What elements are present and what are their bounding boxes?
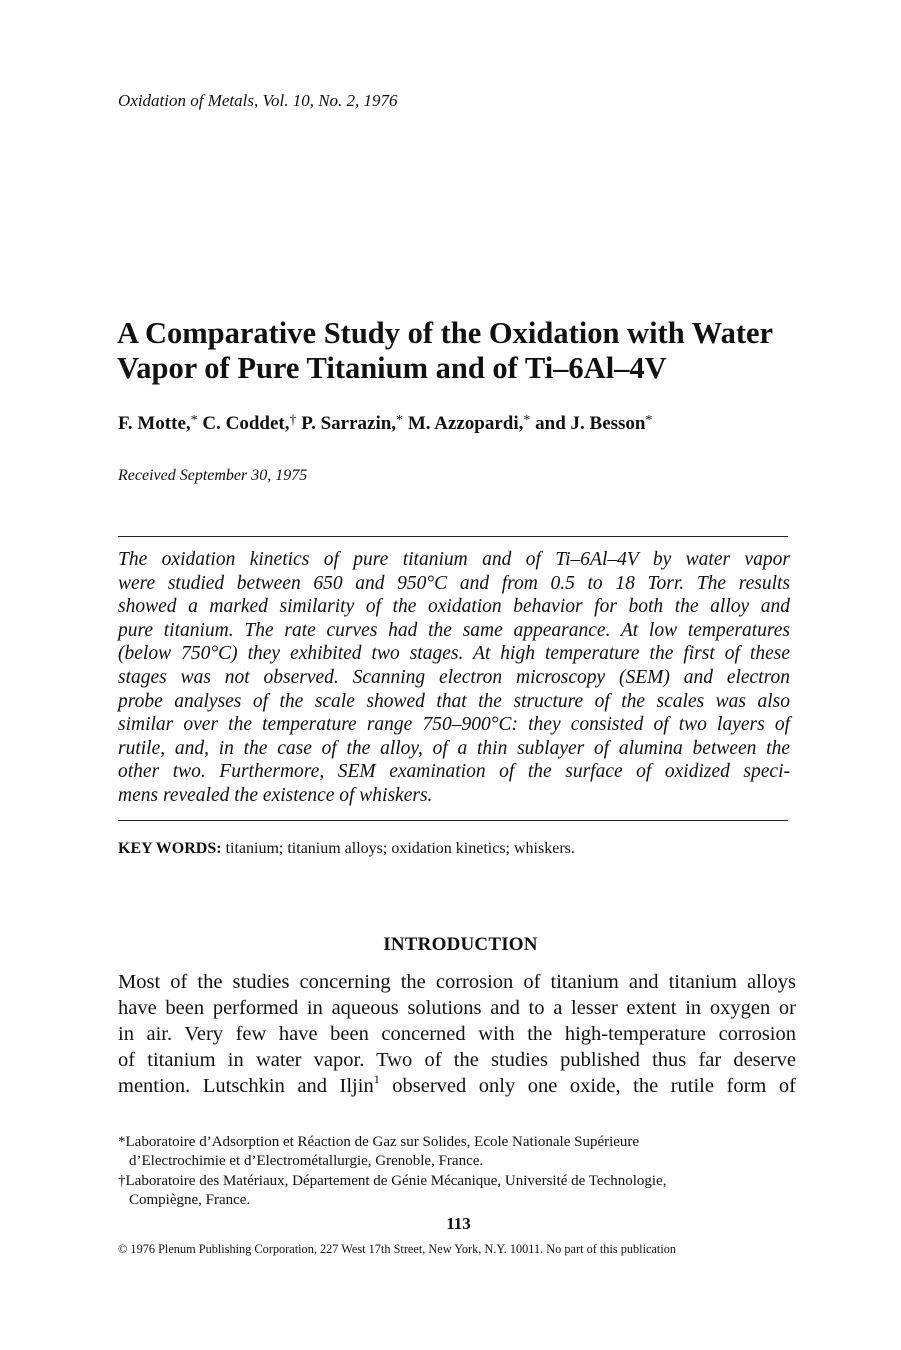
abstract-line: The oxidation kinetics of pure titanium and of Ti–6Al–4V by water vapor: [118, 549, 790, 570]
title-line-2: Vapor of Pure Titanium and of Ti–6Al–4V: [117, 351, 667, 385]
abstract-line: (below 750°C) they exhibited two stages. At high temperature the first of these: [118, 643, 790, 665]
keywords-label: KEY WORDS:: [118, 840, 222, 857]
abstract-line: pure titanium. The rate curves had the same appearance. At low temperatures: [118, 619, 790, 641]
abstract-line: showed a marked similarity of the oxidation behavior for both the alloy and: [118, 596, 790, 618]
author-name: F. Motte,: [118, 413, 191, 434]
author-name: M. Azzopardi,: [407, 413, 524, 434]
article-title: [117, 316, 817, 386]
intro-line: in air. Very few have been concerned with the high-temperature corrosion: [118, 1023, 796, 1045]
affiliation-mark: *: [396, 413, 404, 428]
journal-citation: Oxidation of Metals, Vol. 10, No. 2, 1976: [118, 91, 398, 110]
footnote-affiliation-2: [118, 1172, 798, 1210]
footnote-line: *Laboratoire d’Adsorption et Réaction de Gaz sur Solides, Ecole Nationale Supérieure: [118, 1134, 640, 1150]
abstract-line: were studied between 650 and 950°C and from 0.5 to 18 Torr. The results: [118, 572, 790, 594]
keywords-text: titanium; titanium alloys; oxidation kinetics; whiskers.: [225, 840, 575, 857]
abstract: [118, 548, 790, 808]
page-number: 113: [446, 1214, 471, 1233]
reference-mark: 1: [373, 1072, 380, 1086]
author-name: C. Coddet,: [202, 413, 290, 434]
intro-line: Most of the studies concerning the corrosion of titanium and titanium alloys: [118, 971, 796, 993]
footnote-affiliation-1: [118, 1133, 798, 1171]
abstract-line: mens revealed the existence of whiskers.: [118, 784, 433, 806]
intro-line: [118, 1073, 796, 1099]
footnote-line: †Laboratoire des Matériaux, Département de Génie Mécanique, Université de Technologie,: [118, 1173, 667, 1189]
abstract-line: rutile, and, in the case of the alloy, of a thin sublayer of alumina between the: [118, 737, 790, 759]
affiliation-mark: *: [645, 413, 653, 428]
author-list: [118, 413, 653, 435]
received-date: Received September 30, 1975: [118, 467, 308, 484]
keywords: [118, 840, 575, 858]
abstract-top-rule: [118, 536, 788, 537]
author-name: P. Sarrazin,: [301, 413, 397, 434]
intro-text: mention. Lutschkin and Iljin: [118, 1075, 374, 1097]
affiliation-mark: *: [190, 413, 198, 428]
introduction-paragraph: [118, 969, 796, 1099]
affiliation-mark: *: [523, 413, 531, 428]
footnote-line: d’Electrochimie et d’Electrométallurgie, Grenoble, France.: [129, 1153, 484, 1169]
copyright-line: © 1976 Plenum Publishing Corporation, 227 West 17th Street, New York, N.Y. 10011. No part of this publication: [118, 1242, 677, 1256]
section-heading: INTRODUCTION: [383, 934, 538, 955]
intro-text: observed only one oxide, the rutile form of: [379, 1075, 796, 1097]
intro-line: have been performed in aqueous solutions and to a lesser extent in oxygen or: [118, 997, 796, 1019]
abstract-line: stages was not observed. Scanning electron microscopy (SEM) and electron: [118, 666, 790, 688]
abstract-line: similar over the temperature range 750–900°C: they consisted of two layers of: [118, 714, 790, 736]
abstract-bottom-rule: [118, 820, 788, 821]
abstract-line: probe analyses of the scale showed that the structure of the scales was also: [118, 690, 790, 712]
abstract-line: other two. Furthermore, SEM examination of the surface of oxidized speci-: [118, 761, 790, 783]
author-name: and J. Besson: [535, 413, 646, 434]
affiliation-mark: †: [289, 413, 297, 428]
title-line-1: A Comparative Study of the Oxidation with Water: [117, 316, 774, 350]
intro-line: of titanium in water vapor. Two of the studies published thus far deserve: [118, 1049, 796, 1071]
footnote-line: Compiègne, France.: [129, 1192, 251, 1208]
